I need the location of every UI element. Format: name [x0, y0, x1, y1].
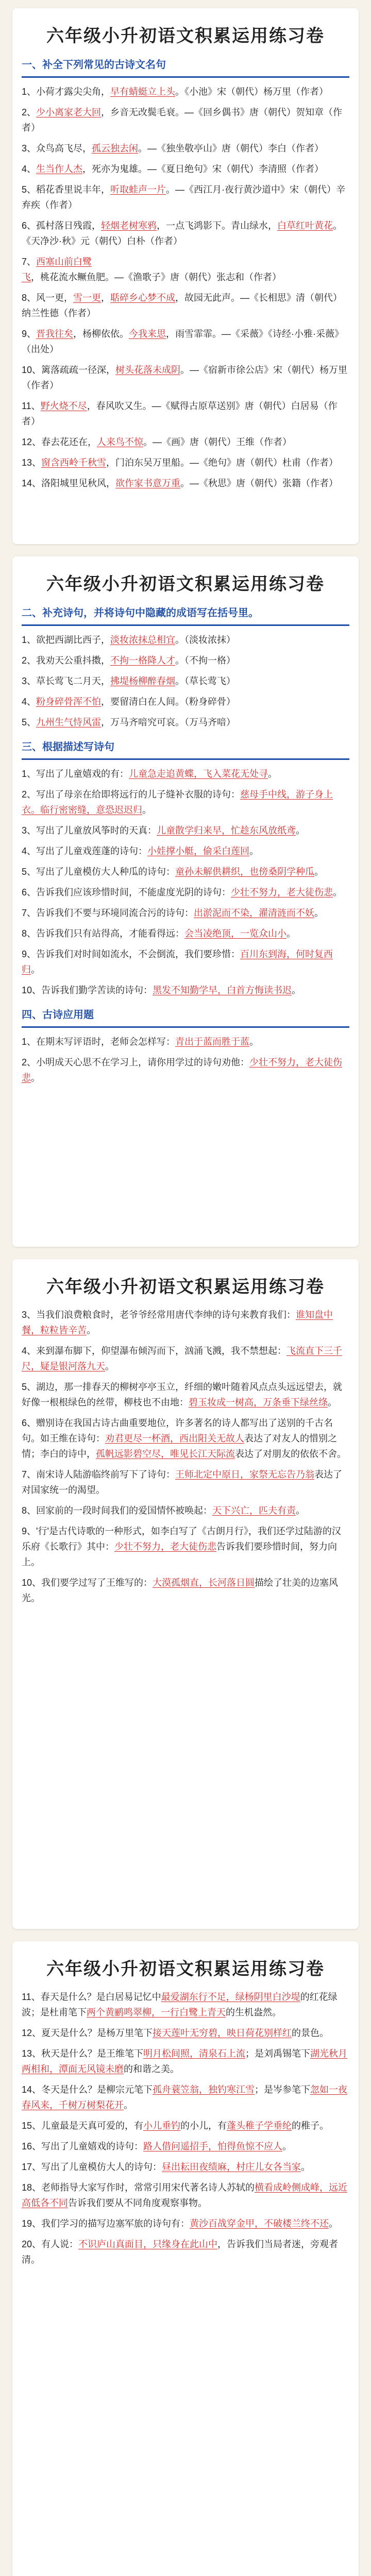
question-tail: ，故园无此声。—《长相思》清（朝代）纳兰性德（作者）	[22, 293, 343, 318]
question-line	[22, 694, 349, 709]
card-title: 六年级小升初语文积累运用练习卷	[46, 26, 325, 46]
answer-text: 少壮不努力，老大徒伤悲	[231, 887, 333, 897]
question-tail: 的小儿，有	[180, 2121, 227, 2131]
answer-text: 路人借问遥招手，怕得鱼惊不应人	[143, 2141, 283, 2151]
answer-text: 蓬头稚子学垂纶	[227, 2121, 292, 2131]
answer-text: 最爱湖东行不足，绿杨阴里白沙堤	[161, 1992, 300, 2002]
question-line	[22, 1379, 349, 1410]
question-tail: ，门泊东吴万里船。—《绝句》唐（朝代）杜甫（作者）	[106, 457, 339, 468]
worksheet-card	[12, 1941, 359, 2576]
question-tail: 。	[124, 2100, 133, 2110]
answer-text: 飞流直下三千尺，疑是银河落九天	[22, 1346, 343, 1371]
answer-text: 九州生气恃风雷	[36, 717, 102, 727]
question-line	[22, 2159, 349, 2175]
question-prompt: 4、	[22, 697, 37, 707]
question-line	[22, 218, 349, 249]
answer-text: 雪一更	[73, 293, 102, 303]
question-prompt: 12、夏天是什么？是杨万里笔下	[22, 2028, 153, 2038]
question-tail: 的稚子。	[292, 2121, 329, 2131]
question-prompt: 2、小明成天心思不在学习上，请你用学过的诗句劝他：	[22, 1057, 250, 1067]
question-tail: 。	[142, 805, 151, 815]
question-line	[22, 715, 349, 730]
answer-text: 窗含西岭千秋雪	[41, 457, 107, 468]
answer-text: 今我来思	[129, 329, 166, 339]
question-tail: 表达了对国家统一的渴望。	[22, 1469, 343, 1495]
question-tail: 。《天净沙·秋》元（朝代）白朴（作者）	[22, 221, 343, 246]
question-line	[22, 2180, 349, 2211]
answer-text: 少小离家老大回	[36, 107, 102, 117]
answer-text: 少壮不努力，老大徒伤悲	[22, 1057, 343, 1083]
answer-text: 少壮不努力，老大徒伤悲	[114, 1541, 216, 1552]
question-prompt: 7、告诉我们不要与环境同流合污的诗句：	[22, 908, 194, 918]
question-line	[22, 362, 349, 393]
question-tail: 表达了对友人的惜别之情；李白的诗中，	[22, 1433, 337, 1459]
question-line	[22, 1503, 349, 1518]
question-prompt: 10、我们要学过写了王维写的：	[22, 1578, 153, 1588]
answer-text: 两个黄鹂鸣翠柳，一行白鹭上青天	[87, 2007, 226, 2018]
question-line	[22, 84, 349, 99]
question-prompt: 17、写出了儿童模仿大人的诗句：	[22, 2162, 162, 2172]
question-prompt: 1、写出了儿童嬉戏的有：	[22, 769, 129, 779]
question-prompt: 4、	[22, 164, 37, 174]
answer-text: 听取蛙声一片	[110, 184, 166, 195]
question-prompt: 12、春去花还在，	[22, 437, 97, 447]
section-title: 三、根据描述写诗句	[22, 741, 114, 753]
question-tail: 的生机盎然。	[226, 2007, 281, 2018]
question-prompt: 3、写出了儿童放风筝时的天真：	[22, 825, 157, 836]
question-line	[22, 2139, 349, 2154]
question-prompt: 11、	[22, 401, 41, 411]
question-tail: ，杨柳依依。	[73, 329, 129, 339]
question-line	[22, 182, 349, 213]
answer-text: 轻烟老树寒鸦	[101, 221, 157, 231]
question-tail: 告诉我们要珍惜时间，努力向上。	[22, 1541, 337, 1567]
question-tail: 。	[87, 1325, 96, 1335]
question-line	[22, 766, 349, 782]
question-tail: 。—《独坐敬亭山》唐（朝代）李白（作者）	[138, 143, 324, 154]
question-line	[22, 1989, 349, 2020]
answer-text: 碧玉妆成一树高，万条垂下绿丝绦	[189, 1397, 328, 1408]
question-prompt: 3、草长莺飞二月天，	[22, 676, 111, 686]
question-line	[22, 476, 349, 491]
question-prompt: 9、	[22, 329, 37, 339]
answer-text: 王师北定中原日，家祭无忘告乃翁	[175, 1469, 315, 1480]
question-tail: 。	[282, 2141, 292, 2151]
section-title: 一、补全下列常见的古诗文名句	[22, 59, 166, 71]
question-tail: 。	[296, 1505, 306, 1516]
question-prompt: 1、小荷才露尖尖角，	[22, 87, 111, 97]
answer-text: 粉身碎骨浑不怕	[36, 697, 102, 707]
section-divider	[22, 758, 349, 760]
question-prompt: 5、写出了儿童模仿大人种瓜的诗句：	[22, 867, 176, 877]
question-tail: ，死亦为鬼雄。—《夏日绝句》宋（朝代）李清照（作者）	[82, 164, 324, 174]
question-tail: 描绘了壮美的边塞风光。	[22, 1578, 339, 1603]
question-tail: ；是刘禹锡笔下	[245, 2048, 311, 2059]
question-tail: 。	[286, 928, 296, 939]
answer-text: 西塞山前白鹭飞	[22, 257, 92, 282]
answer-text: 明月松间照，清泉石上流	[143, 2048, 246, 2059]
question-tail: 。	[333, 887, 343, 897]
question-tail: 的红花绿波；是杜甫笔下	[22, 1992, 338, 2018]
question-prompt: 15、儿童最是天真可爱的，有	[22, 2121, 144, 2131]
question-prompt: 8、告诉我们只有站得高，才能看得远：	[22, 928, 185, 939]
question-line	[22, 161, 349, 177]
question-line	[22, 1055, 349, 1086]
answer-text: 不识庐山真面目，只缘身在此山中	[78, 2239, 218, 2249]
question-tail: ；是岑参笔下	[255, 2084, 311, 2095]
question-prompt: 5、	[22, 717, 37, 727]
question-prompt: 10、告诉我们勤学苦读的诗句：	[22, 985, 153, 995]
question-line	[22, 398, 349, 429]
question-line	[22, 823, 349, 838]
question-tail: 的和谐之美。	[124, 2064, 179, 2074]
answer-text: 慈母手中线，游子身上衣。临行密密缝，意恐迟迟归	[22, 789, 333, 815]
question-tail: 。—《画》唐（朝代）王维（作者）	[143, 437, 292, 447]
question-tail: 。（不拘一格）	[175, 655, 236, 666]
question-prompt: 14、冬天是什么？是柳宗元笔下	[22, 2084, 153, 2095]
answer-text: 黄沙百战穿金甲，不破楼兰终不还	[190, 2218, 329, 2229]
question-prompt: 6、赠别诗在我国古诗古曲重要地位，许多著名的诗人都写出了送别的千古名句。如王维在诗句：	[22, 1418, 333, 1444]
question-line	[22, 885, 349, 900]
question-prompt: 2、写出了母亲在给即将远行的儿子缝补衣服的诗句：	[22, 789, 241, 800]
page	[12, 0, 359, 2576]
question-tail: 。（草长莺飞）	[175, 676, 236, 686]
question-prompt: 9、告诉我们对时间如流水，不会倒流，我们要珍惜：	[22, 949, 241, 959]
question-tail: 。	[268, 769, 278, 779]
answer-text: 儿童急走追黄蝶，飞入菜花无处寻	[129, 769, 268, 779]
answer-text: 野火烧不尽	[40, 401, 87, 411]
section-title: 二、补充诗句，并将诗句中隐藏的成语写在括号里。	[22, 607, 259, 619]
answer-text: 横看成岭侧成峰，远近高低各不同	[22, 2182, 348, 2208]
question-prompt: 2、	[22, 107, 37, 117]
question-line	[22, 1343, 349, 1374]
question-line	[22, 1307, 349, 1338]
answer-text: 生当作人杰	[36, 164, 83, 174]
answer-text: 孤帆远影碧空尽，唯见长江天际流	[96, 1449, 235, 1459]
question-prompt: 9、'行'是古代诗歌的一种形式，如李白写了《古朗月行》，我们还学过陆游的汉乐府《长歌行》其中：	[22, 1526, 341, 1552]
question-prompt: 6、告诉我们应该珍惜时间，不能虚度光阴的诗句：	[22, 887, 231, 897]
question-line	[22, 1523, 349, 1570]
answer-text: 早有蜻蜓立上头	[110, 87, 176, 97]
answer-text: 青出于蓝而胜于蓝	[175, 1037, 250, 1047]
question-prompt: 6、孤村落日残霞，	[22, 221, 102, 231]
question-tail: 。	[328, 1397, 337, 1408]
answer-text: 儿童散学归来早，忙趁东风放纸鸢	[157, 825, 296, 836]
question-line	[22, 2025, 349, 2041]
question-line	[22, 946, 349, 977]
section-divider	[22, 76, 349, 78]
question-prompt: 19、我们学习的描写边塞军旅的诗句有：	[22, 2218, 190, 2229]
question-tail: 。	[105, 1361, 114, 1371]
answer-text: 晋我往矣	[36, 329, 74, 339]
answer-text: 聒碎乡心梦不成	[110, 293, 176, 303]
question-prompt: 13、秋天是什么？是王维笔下	[22, 2048, 144, 2059]
question-line	[22, 2046, 349, 2077]
question-prompt: 5、湖边，那一排春天的柳树亭亭玉立，纤细的嫩叶随着风点点头远远望去，就好像一根根绿色的丝带，柳枝也不由地：	[22, 1382, 343, 1408]
question-line	[22, 455, 349, 470]
question-tail: ，万马齐喑究可哀。（万马齐喑）	[101, 717, 236, 727]
question-tail: 的景色。	[292, 2028, 329, 2038]
question-prompt: 8、回家前的一段时间我们的爱国情怀被唤起：	[22, 1505, 213, 1516]
question-line	[22, 2082, 349, 2113]
answer-text: 忽如一夜春风来，千树万树梨花开	[22, 2084, 348, 2110]
question-tail: ，告诉我们当局者迷，旁观者清。	[22, 2239, 339, 2265]
question-line	[22, 2118, 349, 2133]
question-line	[22, 105, 349, 135]
question-prompt: 10、篱落疏疏一径深，	[22, 365, 116, 375]
question-tail: 告诉我们要从不同角度观察事物。	[68, 2198, 207, 2208]
answer-text: 劝君更尽一杯酒，西出阳关无故人	[105, 1433, 244, 1444]
question-line	[22, 1415, 349, 1462]
question-prompt: 11、春天是什么？是白居易记忆中	[22, 1992, 161, 2002]
question-tail: 。—《宿新市徐公店》宋（朝代）杨万里（作者）	[22, 365, 348, 391]
question-tail: 。（淡妆浓抹）	[175, 635, 236, 645]
question-prompt: 20、有人说：	[22, 2239, 79, 2249]
question-line	[22, 982, 349, 998]
question-line	[22, 905, 349, 921]
question-tail: 。	[301, 2162, 311, 2172]
answer-text: 黑发不知勤学早，白首方悔读书迟	[153, 985, 292, 995]
question-tail: ，乡音无改鬓毛衰。—《回乡偶书》唐（朝代）贺知章（作者）	[22, 107, 343, 133]
question-tail: ，要留清白在人间。（粉身碎骨）	[101, 697, 236, 707]
answer-text: 白草红叶黄花	[277, 221, 333, 231]
answer-text: 树头花落未成阴	[115, 365, 181, 375]
question-prompt: 1、在期末写评语时，老师会怎样写：	[22, 1037, 176, 1047]
question-line	[22, 141, 349, 156]
answer-text: 会当凌绝顶，一览众山小	[184, 928, 287, 939]
question-line	[22, 326, 349, 357]
question-tail: 。	[314, 867, 324, 877]
question-tail: ，	[101, 293, 111, 303]
card-title: 六年级小升初语文积累运用练习卷	[46, 1277, 325, 1297]
answer-text: 不拘一格降人才	[110, 655, 176, 666]
section-title: 四、古诗应用题	[22, 1009, 94, 1021]
answer-text: 拂堤杨柳醉春烟	[110, 676, 176, 686]
question-prompt: 4、来到瀑布脚下，仰望瀑布倾泻而下，汹涌飞溅，我不禁想起：	[22, 1346, 287, 1356]
question-line	[22, 926, 349, 941]
question-tail: 。	[249, 1037, 259, 1047]
answer-text: 百川东到海，何时复西归	[22, 949, 333, 975]
question-line	[22, 1034, 349, 1049]
worksheet-card	[12, 1259, 359, 1929]
question-tail: 。	[31, 964, 40, 975]
question-line	[22, 864, 349, 879]
question-tail: 。	[329, 2218, 339, 2229]
question-line	[22, 787, 349, 818]
card-title: 六年级小升初语文积累运用练习卷	[46, 574, 325, 594]
answer-text: 人来鸟不惊	[97, 437, 144, 447]
question-tail: 。	[31, 1073, 40, 1083]
question-tail: ，桃花流水鳜鱼肥。—《渔歌子》唐（朝代）张志和（作者）	[31, 272, 281, 282]
question-line	[22, 434, 349, 450]
answer-text: 小娃撑小艇，偷采白莲回	[147, 846, 250, 856]
question-line	[22, 843, 349, 859]
question-tail: 。	[249, 846, 259, 856]
answer-text: 昼出耘田夜绩麻，村庄儿女各当家	[162, 2162, 301, 2172]
question-tail: ，一点飞鸿影下。青山绿水，	[157, 221, 278, 231]
question-prompt: 4、写出了儿童戏莲蓬的诗句：	[22, 846, 148, 856]
question-line	[22, 632, 349, 648]
question-tail: 。—《西江月·夜行黄沙道中》宋（朝代）辛弃疾（作者）	[22, 184, 346, 210]
answer-text: 天下兴亡，匹夫有责	[212, 1505, 296, 1516]
question-line	[22, 653, 349, 668]
question-line	[22, 2236, 349, 2267]
question-prompt: 7、	[22, 257, 37, 267]
question-line	[22, 2216, 349, 2231]
question-prompt: 14、洛阳城里见秋风，	[22, 478, 116, 488]
card-title: 六年级小升初语文积累运用练习卷	[46, 1959, 325, 1979]
question-line	[22, 1575, 349, 1606]
question-line	[22, 290, 349, 321]
section-divider	[22, 624, 349, 626]
question-line	[22, 673, 349, 689]
answer-text: 出淤泥而不染，濯清涟而不妖	[194, 908, 315, 918]
question-prompt: 7、南宋诗人陆游临终前写下了诗句：	[22, 1469, 176, 1480]
question-tail: ，春风吹又生。—《赋得古原草送别》唐（朝代）白居易（作者）	[22, 401, 338, 427]
section-divider	[22, 1026, 349, 1028]
answer-text: 孤云独去闲	[92, 143, 139, 154]
question-prompt: 13、	[22, 457, 42, 468]
question-prompt: 3、众鸟高飞尽，	[22, 143, 92, 154]
question-line	[22, 254, 349, 285]
answer-text: 小儿垂钓	[143, 2121, 181, 2131]
question-tail: 表达了对朋友的依依不舍。	[235, 1449, 346, 1459]
question-tail: 。《小池》宋（朝代）杨万里（作者）	[175, 87, 329, 97]
question-tail: 。	[314, 908, 324, 918]
answer-text: 大漠孤烟直，长河落日圆	[153, 1578, 255, 1588]
question-line	[22, 1467, 349, 1498]
question-tail: ，雨雪霏霏。—《采薇》《诗经·小雅·采薇》（出处）	[22, 329, 344, 354]
answer-text: 欲作家书意万重	[115, 478, 181, 488]
worksheet-card	[12, 8, 359, 544]
question-prompt: 8、风一更，	[22, 293, 74, 303]
answer-text: 孤舟蓑笠翁，独钓寒江雪	[153, 2084, 255, 2095]
answer-text: 淡妆浓抹总相宜	[110, 635, 176, 645]
question-tail: 。—《秋思》唐（朝代）张籍（作者）	[180, 478, 339, 488]
answer-text: 童孙未解供耕织，也傍桑阴学种瓜	[175, 867, 315, 877]
question-prompt: 1、欲把西湖比西子，	[22, 635, 111, 645]
question-tail: 。	[296, 825, 306, 836]
answer-text: 湖光秋月两相和，潭面无风镜未磨	[22, 2048, 348, 2074]
question-prompt: 3、当我们浪费粮食时，老爷爷经常用唐代李绅的诗句来教育我们：	[22, 1310, 296, 1320]
question-prompt: 16、写出了儿童嬉戏的诗句：	[22, 2141, 144, 2151]
question-prompt: 18、老师指导大家写作时，常常引用宋代著名诗人苏轼的	[22, 2182, 255, 2193]
question-prompt: 2、我劝天公重抖擞，	[22, 655, 111, 666]
question-tail: 。	[292, 985, 301, 995]
question-prompt: 5、稻花香里说丰年，	[22, 184, 111, 195]
worksheet-card	[12, 556, 359, 1247]
answer-text: 谁知盘中餐，粒粒皆辛苦	[22, 1310, 333, 1335]
answer-text: 接天莲叶无穷碧，映日荷花别样红	[153, 2028, 292, 2038]
